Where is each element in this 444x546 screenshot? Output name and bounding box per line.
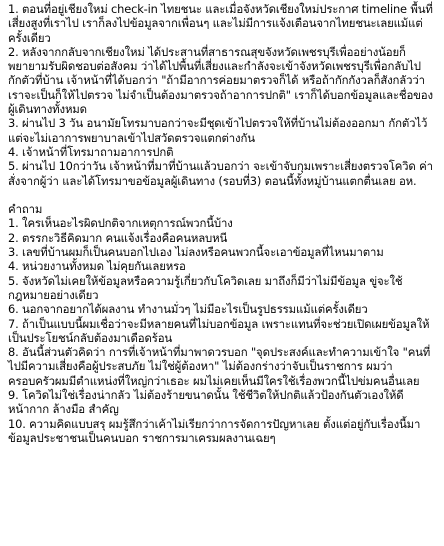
- question-item-2: 2. ตรรกะวิธีคิดมาก คนแจ้งเรื่องคือคนหลบหนี: [8, 230, 228, 245]
- incident-item-3: 3. ผ่านไป 3 วัน อนามัยโทรมาบอกว่าจะมีชุดเข้าไปตรวจให้ที่บ้านไม่ต้องออกมา กักตัวไว้ แต่จะไม่เอาการพยาบาลเข้าไปสวัดตรวจแตกต่างกัน: [8, 116, 431, 145]
- question-item-7: 7. ถ้าเป็นแบบนี้ผมเชื่อว่าจะมีหลายคนที่ไม่บอกข้อมูล เพราะแทนที่จะช่วยเปิดเผยข้อมูลให้เป็นประโยชน์กลับต้องมาเดือดร้อน: [8, 316, 430, 345]
- incident-item-1: 1. ตอนที่อยู่เชียงใหม่ check-in ไทยชนะ และเมื่อจังหวัดเชียงใหม่ประกาศ timeline พื้นที่เสี่ยงสูงที่เราไป เราก็ลงไปข้อมูลจากเพื่อนๆ และไม่มีการแจ้งเตือนจากไทยชนะเลยแม้แต่ครั้งเดียว: [8, 2, 433, 45]
- incident-item-4: 4. เจ้าหน้าที่โทรมาถามอาการปกติ: [8, 144, 174, 159]
- questions-heading: คำถาม: [8, 202, 43, 217]
- question-item-4: 4. หน่วยงานทั้งหมด ไม่คุยกันเลยหรอ: [8, 259, 186, 274]
- question-item-6: 6. นอกจากอยากได้ผลงาน ทำงานมั่วๆ ไม่มีอะไรเป็นรูปธรรมแม้แต่ครั้งเดียว: [8, 302, 368, 317]
- incident-item-2: 2. หลังจากกลับจากเชียงใหม่ ได้ประสานที่สาธารณสุขจังหวัดเพชรบุรีเพื่ออย่างน้อยก็พยายามรับผิดชอบต่อสังคม ว่าได้ไปพื้นที่เสี่ยงและกำลังจะเข้าจังหวัดเพชรบุรีเพื่อกลับไปกักตัวที่บ้าน เจ้าหน้าที่ได้บอกว่า "ถ้ามีอาการค่อยมาตรวจก็ได้ หรือถ้ากักกังวลก็สังกลัวว่าเราจะเป็นก็ให้ไปตรวจ ไม่จำเป็นต้องมาตรวจถ้าอาการปกติ" เราก็ได้บอกข้อมูลและชื่อของผู้เดินทางทั้งหมด: [8, 44, 433, 117]
- question-item-8: 8. อันนี้ส่วนตัวคิดว่า การที่เจ้าหน้าที่มาพาดวรบอก "จุดประสงค์และทำความเข้าใจ "คนที่ไปมีความเสี่ยงคือผู้ประสบภัย ไม่ใช่ผู้ต้องหา" ไม่ต้องกร่างว่าจับเป็นราชการ ผมว่าครอบครัวผมมีตำแหน่งที่ใหญ่กว่าเธอะ ผมไม่เคยเห็นมีใครใช้เรื่องพวกนี้ไปข่มคนอื่นเลย: [8, 345, 431, 388]
- question-item-1: 1. ใครเห็นอะไรผิดปกติจากเหตุการณ์พวกนี้บ้าง: [8, 216, 233, 231]
- question-item-9: 9. โควิดไม่ใช่เรื่องน่ากลัว ไม่ต้องร้ายขนาดนั้น ใช้ชีวิตให้ปกติแล้วป้องกันตัวเองให้ดี หน้ากาก ล้างมือ สำคัญ: [8, 388, 408, 417]
- question-item-3: 3. เลขที่บ้านผมก็เป็นคนบอกไปเอง ไม่ลงหรือคนพวกนี้จะเอาข้อมูลที่ไหนมาตาม: [8, 245, 384, 260]
- question-item-5: 5. จังหวัดไม่เคยให้ข้อมูลหรือความรู้เกี่ยวกับโควิดเลย มาถึงก็มีว่าไม่มีข้อมูล ขู่จะใช้กฎหมายอย่างเดียว: [8, 273, 403, 302]
- question-item-10: 10. ความคิดแบบสรุ ผมรู้สึกว่าเค้าไม่เรียกว่าการจัดการปัญหาเลย ตั้งแต่อยู่กับเรื่องนี้มา ข้อมูลประชาชนเป็นคนบอก ราชการมาเครมผลงานเฉยๆ: [8, 416, 424, 445]
- paragraph-spacer: [8, 188, 436, 202]
- incident-item-5: 5. ผ่านไป 10กว่าวัน เจ้าหน้าที่มาที่บ้านแล้วบอกว่า จะเข้าจับกุมเพราะเสี่ยงตรวจโควิด ค่าสั่งจากผู้ว่า และได้โทรมาขอข้อมูลผู้เดินทาง (รอบที่3) ตอนนี้ทั้งหมู่บ้านแตกตื่นเลย อห.: [8, 159, 433, 188]
